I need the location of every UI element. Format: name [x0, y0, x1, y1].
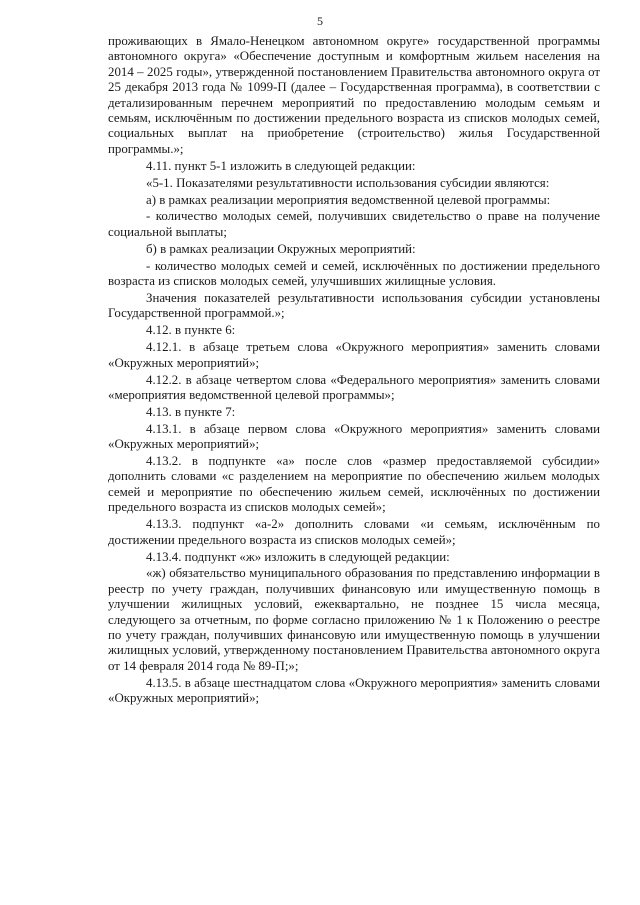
paragraph: б) в рамках реализации Окружных мероприятий:: [146, 241, 416, 256]
document-body: [108, 34, 600, 707]
paragraph: 4.12.2. в абзаце четвертом слова «Федерального мероприятия» заменить словами «мероприятия ведомственной целевой программы»;: [108, 372, 600, 402]
paragraph: - количество молодых семей и семей, исключённых по достижении предельного возраста из списков молодых семей, улучшивших жилищные условия.: [108, 258, 600, 289]
paragraph: 4.13.3. подпункт «а-2» дополнить словами «и семьям, исключённым по достижении предельного возраста из списков молодых семей»;: [108, 517, 600, 547]
paragraph: Значения показателей результативности использования субсидии установлены Государственной программой.»;: [108, 291, 600, 321]
paragraph: 4.12.1. в абзаце третьем слова «Окружного мероприятия» заменить словами «Окружных мероприятий»;: [108, 340, 600, 370]
paragraph: проживающих в Ямало-Ненецком автономном округе» государственной программы автономного округа» «Обеспечение доступным и комфортным жильем населения на 2014 – 2025 годы», утвержденной постановлением Правительства автономного округа от 25 декабря 2013 года № 1099-П (далее – Государственная программа), в соответствии с детализированным перечнем мероприятий по предоставлению молодым семьям и семьям, исключённым по достижении предельного возраста из списков молодых семей, социальных выплат на приобретение (строительство) жилья Государственной программы.»;: [108, 34, 600, 156]
paragraph: 4.13. в пункте 7:: [146, 404, 236, 419]
paragraph: 4.12. в пункте 6:: [146, 323, 236, 338]
page-number: 5: [317, 14, 323, 28]
paragraph: 4.11. пункт 5-1 изложить в следующей редакции:: [146, 158, 416, 173]
paragraph: «5-1. Показателями результативности использования субсидии являются:: [146, 175, 550, 190]
paragraph: 4.13.1. в абзаце первом слова «Окружного мероприятия» заменить словами «Окружных мероприятий»;: [108, 421, 600, 452]
paragraph: 4.13.2. в подпункте «а» после слов «размер предоставляемой субсидии» дополнить словами «с разделением на мероприятие по обеспечению жильем молодых семей и мероприятие по обеспечению жильем семей, исключённых по достижении предельного возраста из списков молодых семей»;: [108, 454, 600, 515]
paragraph: - количество молодых семей, получивших свидетельство о праве на получение социальной выплаты;: [108, 209, 600, 239]
paragraph: 4.13.4. подпункт «ж» изложить в следующей редакции:: [146, 549, 450, 564]
paragraph: а) в рамках реализации мероприятия ведомственной целевой программы:: [146, 192, 551, 207]
paragraph: «ж) обязательство муниципального образования по представлению информации в реестр по учету граждан, получивших финансовую или имущественную помощь в улучшении жилищных условий, ежеквартально, не позднее 15 числа месяца, следующего за отчетным, по форме согласно приложению № 1 к Положению о реестре по учету граждан, получивших финансовую или имущественную помощь в улучшении жилищных условий, утвержденному постановлением Правительства автономного округа от 14 февраля 2014 года № 89-П;»;: [108, 566, 600, 673]
paragraph: 4.13.5. в абзаце шестнадцатом слова «Окружного мероприятия» заменить словами «Окружных мероприятий»;: [108, 675, 600, 706]
